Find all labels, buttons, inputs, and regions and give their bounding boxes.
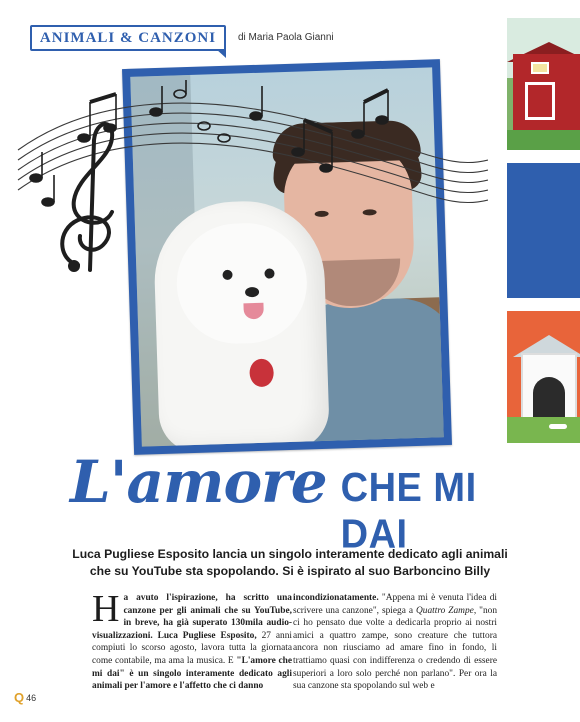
page-number: 46	[26, 692, 37, 703]
magazine-logo-icon: Q	[14, 690, 25, 705]
body-column-2	[293, 592, 497, 693]
blue-color-block	[507, 163, 580, 298]
barn-illustration	[507, 18, 580, 150]
photo-man-with-poodle	[130, 67, 443, 446]
drop-cap: H	[92, 588, 120, 630]
body-text-2a: "Appena mi è venuta l'idea di scrivere una canzone", spiega a	[293, 593, 497, 616]
doghouse-illustration	[507, 311, 580, 443]
main-photo-frame	[122, 59, 452, 455]
body-quote: "L'amore che mi dai" è un singolo interamente dedicato agli animali per l'amore e l'affetto che ci danno	[92, 655, 292, 692]
headline-caps: CHE MI DAI	[340, 465, 477, 558]
page-folio	[14, 690, 36, 705]
body-intro: a avuto l'ispirazione, ha scritto una canzone per gli animali che su YouTube, in breve, ha già superato 130mila audio-visualizzazioni. Luca Pugliese Esposito,	[92, 593, 292, 641]
body-lead-word: incondizionatamente.	[293, 593, 379, 603]
section-rubric-label: ANIMALI & CANZONI	[39, 29, 217, 46]
magazine-name: Quattro Zampe	[415, 605, 474, 616]
body-column-1	[92, 588, 292, 693]
author-byline: di Maria Paola Gianni	[238, 32, 334, 43]
treble-clef-icon	[62, 124, 112, 272]
body-text-1: 27 anni compiuti lo scorso agosto, lavora tutta la giornata come contabile, ma ama la musica. E	[92, 630, 292, 666]
headline-script: L'amore	[70, 448, 327, 516]
subtitle-line-1: Luca Pugliese Esposito lancia un singolo interamente dedicato agli animali	[72, 547, 508, 561]
subtitle-line-2: che su YouTube sta spopolando. Si è ispirato al suo Barboncino Billy	[89, 564, 491, 578]
body-text-2b: , "non ci ho pensato due volte a dedicarla proprio ai nostri amici a quattro zampe, sono creature che tuttora ancora non riusciamo ad amare fino in fondo, li trattiamo quasi con indifferenza o credendo di essere superiori a loro solo perché non parlano". Per ora la sua canzone sta spopolando sul web e	[293, 605, 498, 692]
bone-icon	[549, 424, 567, 429]
section-rubric	[30, 25, 226, 51]
article-subtitle	[60, 546, 520, 580]
